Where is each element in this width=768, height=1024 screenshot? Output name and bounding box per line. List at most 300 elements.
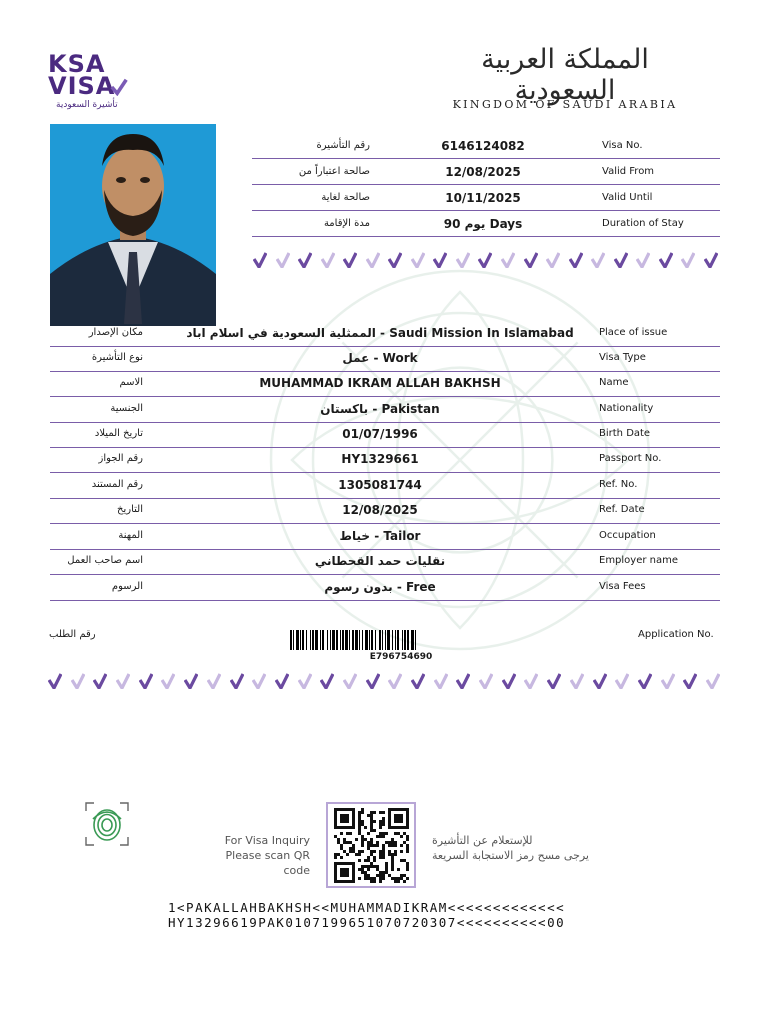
- qr-module: [334, 817, 337, 820]
- passport-number-value: HY1329661: [341, 452, 419, 466]
- qr-module: [346, 868, 349, 871]
- logo-line-ksa: KSA: [48, 50, 106, 78]
- qr-module: [334, 808, 337, 811]
- qr-module: [373, 829, 376, 832]
- check-icon: [388, 252, 402, 268]
- barcode-bar: [322, 630, 324, 650]
- qr-module: [391, 862, 394, 865]
- duration-row: [252, 211, 720, 237]
- qr-module: [382, 850, 385, 853]
- barcode-bar: [330, 630, 331, 650]
- qr-module: [379, 835, 382, 838]
- check-icon: [636, 252, 650, 268]
- barcode-bar: [355, 630, 358, 650]
- logo-line-visa: VISA: [48, 72, 116, 100]
- occupation-label-en: Occupation: [599, 530, 656, 541]
- qr-module: [385, 841, 388, 844]
- check-icon: [456, 252, 470, 268]
- qr-module: [388, 808, 391, 811]
- barcode-bar: [407, 630, 409, 650]
- place-of-issue-label-ar: مكان الإصدار: [88, 327, 143, 338]
- ref-date-row: [50, 498, 720, 524]
- barcode-bar: [387, 630, 390, 650]
- qr-module: [406, 823, 409, 826]
- qr-module: [361, 865, 364, 868]
- barcode-bar: [320, 630, 321, 650]
- qr-module: [388, 820, 391, 823]
- visa-number-label-ar: رقم التأشيرة: [316, 140, 370, 151]
- check-icon: [706, 673, 720, 689]
- birth-date-row: [50, 422, 720, 448]
- employer-label-en: Employer name: [599, 555, 679, 566]
- inquiry-ar-line1: للإستعلام عن التأشيرة: [432, 834, 533, 847]
- passport-number-label-en: Passport No.: [599, 453, 662, 464]
- qr-module: [352, 826, 355, 829]
- qr-module: [376, 868, 379, 871]
- qr-module: [394, 808, 397, 811]
- qr-module: [391, 877, 394, 880]
- visa-fees-label-en: Visa Fees: [599, 581, 646, 592]
- passport-number-row: [50, 447, 720, 473]
- qr-module: [397, 877, 400, 880]
- barcode-bar: [342, 630, 344, 650]
- qr-module: [334, 823, 337, 826]
- qr-module: [364, 877, 367, 880]
- qr-module: [361, 823, 364, 826]
- qr-module: [388, 817, 391, 820]
- kingdom-name-english: KINGDOM OF SAUDI ARABIA: [452, 98, 678, 111]
- qr-module: [394, 814, 397, 817]
- qr-code[interactable]: [326, 802, 416, 888]
- barcode-bar: [312, 630, 314, 650]
- qr-module: [403, 874, 406, 877]
- qr-module: [334, 814, 337, 817]
- qr-module: [403, 826, 406, 829]
- qr-module: [376, 844, 379, 847]
- qr-module: [403, 841, 406, 844]
- qr-module: [358, 814, 361, 817]
- qr-module: [364, 826, 367, 829]
- mrz-line-1: 1<PAKALLAHBAKHSH<<MUHAMMADIKRAM<<<<<<<<<<<<<: [168, 900, 566, 915]
- qr-module: [340, 808, 343, 811]
- check-icon: [478, 252, 492, 268]
- qr-module: [343, 862, 346, 865]
- logo-subtitle: تأشيرة السعودية: [56, 100, 118, 110]
- barcode-bar: [352, 630, 354, 650]
- qr-module: [379, 823, 382, 826]
- qr-module: [406, 808, 409, 811]
- fingerprint-icon: [84, 801, 130, 847]
- qr-module: [349, 808, 352, 811]
- barcode-bar: [296, 630, 299, 650]
- qr-module: [406, 838, 409, 841]
- visa-type-label-en: Visa Type: [599, 352, 646, 363]
- qr-module: [352, 844, 355, 847]
- check-icon: [501, 252, 515, 268]
- check-icon: [230, 673, 244, 689]
- barcode-bar: [290, 630, 292, 650]
- qr-module: [382, 856, 385, 859]
- qr-module: [361, 850, 364, 853]
- qr-module: [349, 826, 352, 829]
- check-icon: [343, 673, 357, 689]
- qr-module: [397, 880, 400, 883]
- qr-module: [406, 811, 409, 814]
- qr-module: [343, 874, 346, 877]
- qr-module: [361, 838, 364, 841]
- application-barcode: [290, 630, 512, 650]
- valid-until-label-en: Valid Until: [602, 192, 653, 203]
- mrz-line-2: HY13296619PAK0107199651070720307<<<<<<<<<<00: [168, 915, 566, 930]
- barcode-bar: [385, 630, 386, 650]
- qr-module: [373, 850, 376, 853]
- ref-number-row: [50, 473, 720, 499]
- occupation-row: [50, 524, 720, 550]
- qr-module: [352, 880, 355, 883]
- employer-label-ar: اسم صاحب العمل: [67, 555, 143, 566]
- qr-module: [382, 820, 385, 823]
- qr-module: [334, 868, 337, 871]
- visa-type-row: [50, 346, 720, 372]
- barcode-bar: [379, 630, 381, 650]
- barcode-bar: [332, 630, 335, 650]
- qr-module: [379, 853, 382, 856]
- qr-module: [370, 811, 373, 814]
- qr-module: [403, 880, 406, 883]
- qr-module: [397, 808, 400, 811]
- qr-module: [382, 877, 385, 880]
- qr-module: [334, 811, 337, 814]
- qr-module: [358, 826, 361, 829]
- qr-module: [346, 817, 349, 820]
- qr-module: [379, 880, 382, 883]
- qr-module: [367, 868, 370, 871]
- qr-module: [334, 871, 337, 874]
- qr-module: [394, 850, 397, 853]
- check-icon: [456, 673, 470, 689]
- ref-date-label-en: Ref. Date: [599, 504, 645, 515]
- qr-module: [346, 841, 349, 844]
- ref-number-value: 1305081744: [338, 478, 422, 492]
- qr-module: [379, 826, 382, 829]
- barcode-bar: [306, 630, 307, 650]
- check-icon: [366, 673, 380, 689]
- qr-module: [379, 811, 382, 814]
- qr-module: [394, 817, 397, 820]
- check-icon: [524, 252, 538, 268]
- qr-module: [406, 844, 409, 847]
- qr-module: [352, 847, 355, 850]
- qr-module: [367, 847, 370, 850]
- qr-module: [403, 808, 406, 811]
- qr-module: [406, 868, 409, 871]
- qr-module: [349, 862, 352, 865]
- qr-module: [352, 817, 355, 820]
- birth-date-value: 01/07/1996: [342, 427, 418, 441]
- qr-module: [400, 817, 403, 820]
- qr-module: [334, 874, 337, 877]
- barcode-bar: [371, 630, 373, 650]
- qr-module: [352, 865, 355, 868]
- qr-module: [406, 814, 409, 817]
- check-icon: [139, 673, 153, 689]
- qr-module: [364, 871, 367, 874]
- valid-until-row: [252, 185, 720, 211]
- qr-module: [361, 871, 364, 874]
- check-icon: [479, 673, 493, 689]
- qr-module: [364, 874, 367, 877]
- qr-module: [388, 841, 391, 844]
- qr-module: [343, 820, 346, 823]
- qr-module: [394, 853, 397, 856]
- name-value: MUHAMMAD IKRAM ALLAH BAKHSH: [259, 376, 501, 390]
- check-icon: [683, 673, 697, 689]
- qr-module: [397, 826, 400, 829]
- qr-module: [340, 826, 343, 829]
- qr-module: [358, 850, 361, 853]
- qr-module: [373, 859, 376, 862]
- qr-module: [334, 865, 337, 868]
- qr-module: [346, 874, 349, 877]
- valid-from-label-ar: صالحة اعتباراً من: [298, 166, 370, 177]
- valid-until-label-ar: صالحة لغاية: [321, 192, 370, 203]
- qr-module: [370, 826, 373, 829]
- qr-module: [379, 820, 382, 823]
- qr-module: [397, 820, 400, 823]
- qr-module: [364, 859, 367, 862]
- barcode-bar: [404, 630, 406, 650]
- barcode-bar: [349, 630, 350, 650]
- barcode-bar: [310, 630, 311, 650]
- check-icon: [298, 673, 312, 689]
- barcode-bar: [382, 630, 383, 650]
- check-icon: [615, 673, 629, 689]
- barcode-bar: [415, 630, 416, 650]
- qr-module: [352, 877, 355, 880]
- qr-module: [340, 868, 343, 871]
- barcode-bar: [340, 630, 341, 650]
- check-icon: [276, 252, 290, 268]
- barcode-bar: [315, 630, 318, 650]
- nationality-value: باكستان - Pakistan: [320, 402, 440, 416]
- qr-module: [391, 838, 394, 841]
- qr-module: [397, 868, 400, 871]
- qr-module: [352, 850, 355, 853]
- qr-module: [343, 817, 346, 820]
- qr-module: [334, 835, 337, 838]
- qr-module: [373, 811, 376, 814]
- qr-module: [373, 865, 376, 868]
- qr-module: [400, 850, 403, 853]
- qr-module: [376, 841, 379, 844]
- qr-module: [361, 835, 364, 838]
- qr-module: [376, 865, 379, 868]
- qr-module: [400, 826, 403, 829]
- checkmark-strip-top: [253, 250, 718, 270]
- qr-module: [370, 844, 373, 847]
- qr-module: [337, 838, 340, 841]
- visa-fees-value: بدون رسوم - Free: [324, 580, 436, 594]
- qr-module: [346, 871, 349, 874]
- qr-module: [400, 835, 403, 838]
- qr-module: [385, 862, 388, 865]
- qr-module: [370, 838, 373, 841]
- check-icon: [593, 673, 607, 689]
- qr-module: [346, 862, 349, 865]
- qr-module: [394, 820, 397, 823]
- qr-module: [406, 877, 409, 880]
- check-icon: [116, 673, 130, 689]
- ref-date-label-ar: التاريخ: [117, 504, 143, 515]
- qr-module: [358, 853, 361, 856]
- qr-module: [364, 865, 367, 868]
- qr-module: [397, 814, 400, 817]
- valid-from-label-en: Valid From: [602, 166, 655, 177]
- qr-module: [352, 814, 355, 817]
- qr-module: [334, 880, 337, 883]
- occupation-label-ar: المهنة: [118, 530, 143, 541]
- inquiry-text-ar: [432, 833, 602, 863]
- qr-module: [367, 874, 370, 877]
- qr-module: [361, 811, 364, 814]
- visa-number-label-en: Visa No.: [602, 140, 643, 151]
- qr-module: [340, 832, 343, 835]
- qr-module: [394, 832, 397, 835]
- barcode-bar: [369, 630, 370, 650]
- qr-module: [334, 877, 337, 880]
- check-icon: [366, 252, 380, 268]
- qr-module: [367, 814, 370, 817]
- inquiry-text-en: [200, 833, 310, 878]
- qr-module: [376, 874, 379, 877]
- barcode-bar: [395, 630, 396, 650]
- qr-module: [373, 880, 376, 883]
- check-icon: [524, 673, 538, 689]
- visa-number-row: [252, 133, 720, 159]
- qr-module: [334, 853, 337, 856]
- qr-module: [334, 862, 337, 865]
- qr-module: [367, 877, 370, 880]
- qr-module: [343, 814, 346, 817]
- qr-module: [397, 817, 400, 820]
- check-icon: [570, 673, 584, 689]
- visa-fees-label-ar: الرسوم: [111, 581, 143, 592]
- qr-module: [352, 874, 355, 877]
- check-icon: [411, 252, 425, 268]
- barcode-bar: [375, 630, 376, 650]
- qr-module: [340, 814, 343, 817]
- qr-module: [370, 829, 373, 832]
- check-icon: [184, 673, 198, 689]
- qr-module: [385, 871, 388, 874]
- qr-module: [367, 844, 370, 847]
- passport-number-label-ar: رقم الجواز: [98, 453, 143, 464]
- machine-readable-zone: [168, 900, 565, 930]
- barcode-bar: [397, 630, 399, 650]
- qr-module: [367, 832, 370, 835]
- qr-module: [400, 808, 403, 811]
- qr-module: [349, 832, 352, 835]
- qr-module: [337, 880, 340, 883]
- qr-module: [340, 844, 343, 847]
- barcode-bar: [336, 630, 338, 650]
- barcode-bar: [327, 630, 328, 650]
- qr-module: [358, 877, 361, 880]
- qr-module: [388, 826, 391, 829]
- qr-module: [346, 832, 349, 835]
- qr-module: [382, 832, 385, 835]
- barcode-bar: [302, 630, 304, 650]
- qr-module: [391, 841, 394, 844]
- nationality-label-en: Nationality: [599, 403, 654, 414]
- ksa-visa-logo: [48, 52, 138, 112]
- qr-module: [400, 874, 403, 877]
- barcode-bar: [362, 630, 363, 650]
- qr-module: [361, 808, 364, 811]
- qr-module: [346, 853, 349, 856]
- valid-from-value: 12/08/2025: [445, 165, 521, 179]
- qr-module: [340, 874, 343, 877]
- inquiry-en-line2: Please scan QR code: [225, 849, 310, 877]
- qr-module: [349, 880, 352, 883]
- visa-fees-row: [50, 575, 720, 601]
- qr-module: [391, 868, 394, 871]
- qr-module: [355, 853, 358, 856]
- check-icon: [591, 252, 605, 268]
- check-icon: [546, 252, 560, 268]
- qr-module: [388, 874, 391, 877]
- ref-number-label-en: Ref. No.: [599, 479, 638, 490]
- qr-module: [340, 820, 343, 823]
- qr-module: [388, 811, 391, 814]
- check-icon: [321, 252, 335, 268]
- qr-module: [358, 817, 361, 820]
- qr-module: [388, 814, 391, 817]
- qr-module: [394, 841, 397, 844]
- check-icon: [547, 673, 561, 689]
- checkmark-strip-bottom: [48, 671, 720, 691]
- qr-module: [343, 826, 346, 829]
- qr-module: [391, 808, 394, 811]
- qr-module: [403, 859, 406, 862]
- qr-module: [379, 850, 382, 853]
- qr-module: [400, 844, 403, 847]
- qr-module: [343, 808, 346, 811]
- qr-module: [358, 868, 361, 871]
- name-label-en: Name: [599, 377, 629, 388]
- place-of-issue-value: الممثلية السعودية في اسلام اباد - Saudi Mission In Islamabad: [186, 326, 574, 340]
- qr-module: [343, 868, 346, 871]
- qr-module: [364, 838, 367, 841]
- qr-module: [391, 853, 394, 856]
- place-of-issue-row: [50, 321, 720, 347]
- check-icon: [298, 252, 312, 268]
- qr-module: [340, 847, 343, 850]
- check-icon: [207, 673, 221, 689]
- check-icon: [411, 673, 425, 689]
- qr-module: [355, 838, 358, 841]
- qr-module: [391, 859, 394, 862]
- application-number-label-ar: رقم الطلب: [49, 629, 96, 640]
- check-icon: [343, 252, 357, 268]
- qr-module: [361, 844, 364, 847]
- visa-type-label-ar: نوع التأشيرة: [91, 352, 143, 363]
- portrait-illustration: [50, 124, 216, 326]
- qr-module: [385, 865, 388, 868]
- qr-module: [370, 823, 373, 826]
- qr-module: [400, 859, 403, 862]
- qr-module: [394, 877, 397, 880]
